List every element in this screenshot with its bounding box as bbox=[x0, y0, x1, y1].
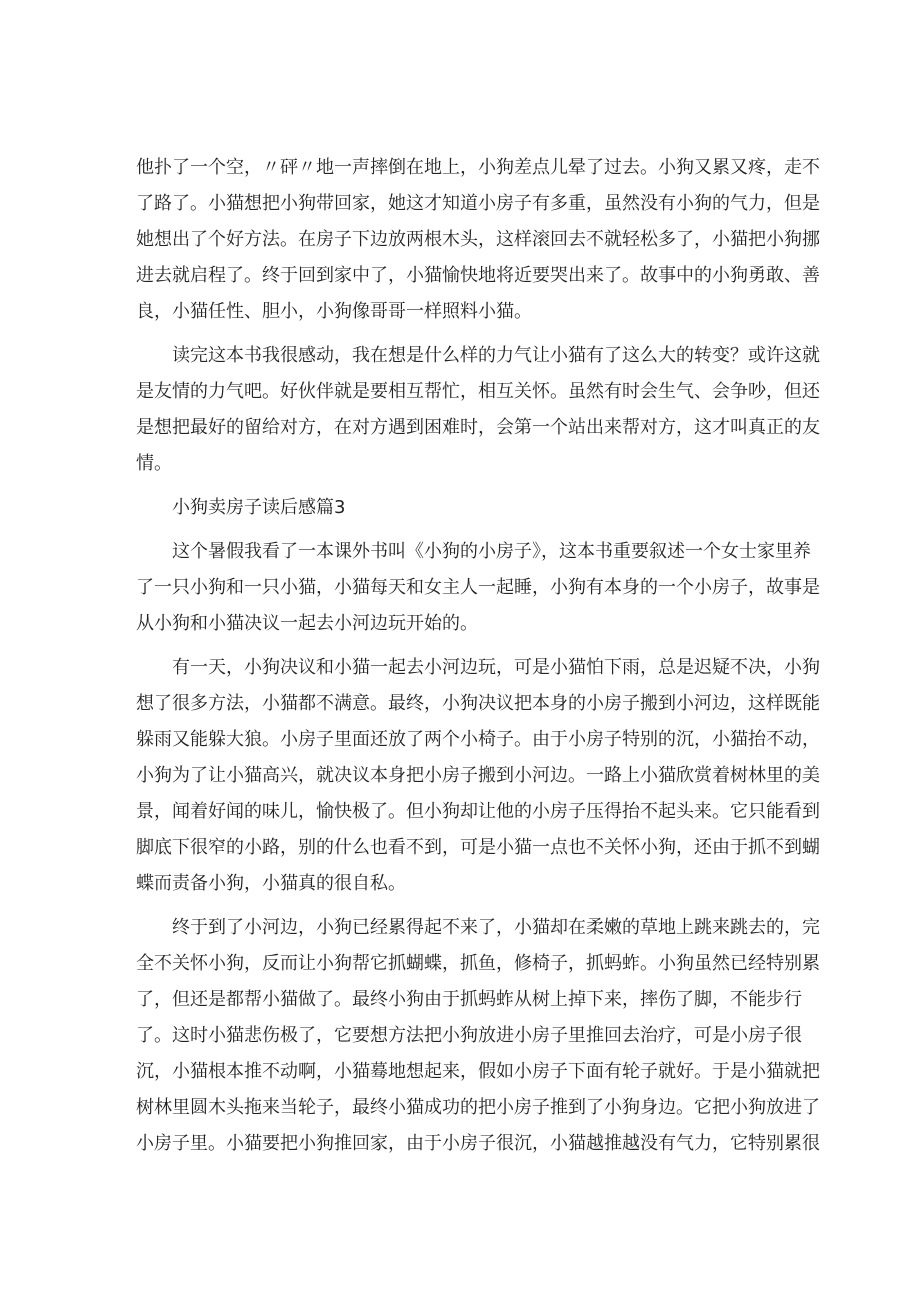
text-line: 沉，小猫根本推不动啊，小猫蓦地想起来，假如小房子下面有轮子就好。于是小猫就把 bbox=[136, 1061, 820, 1082]
text-line: 情。 bbox=[136, 453, 172, 474]
text-line: 是友情的力气吧。好伙伴就是要相互帮忙，相互关怀。虽然有时会生气、会争吵，但还 bbox=[136, 381, 820, 402]
text-line: 进去就启程了。终于回到家中了，小猫愉快地将近要哭出来了。故事中的小狗勇敢、善 bbox=[136, 265, 820, 286]
text-line: 全不关怀小狗，反而让小狗帮它抓蝴蝶，抓鱼，修椅子，抓蚂蚱。小狗虽然已经特别累 bbox=[136, 953, 820, 974]
text-line: 了。这时小猫悲伤极了，它要想方法把小狗放进小房子里推回去治疗，可是小房子很 bbox=[136, 1025, 802, 1046]
paragraph-5 bbox=[136, 910, 820, 1162]
text-line: 终于到了小河边，小狗已经累得起不来了，小猫却在柔嫩的草地上跳来跳去的，完 bbox=[136, 917, 820, 938]
text-line: 他扑了一个空，〃砰〃地一声摔倒在地上，小狗差点儿晕了过去。小狗又累又疼，走不 bbox=[136, 157, 820, 178]
text-line: 脚底下很窄的小路，别的什么也看不到，可是小猫一点也不关怀小狗，还由于抓不到蝴 bbox=[136, 837, 820, 858]
paragraph-1 bbox=[136, 150, 820, 330]
text-line: 读完这本书我很感动，我在想是什么样的力气让小猫有了这么大的转变？或许这就 bbox=[136, 345, 820, 366]
text-line: 这个暑假我看了一本课外书叫《小狗的小房子》，这本书重要叙述一个女士家里养 bbox=[136, 541, 811, 562]
text-line: 躲雨又能躲大狼。小房子里面还放了两个小椅子。由于小房子特别的沉，小猫抬不动， bbox=[136, 729, 820, 750]
paragraph-3 bbox=[136, 534, 820, 642]
text-line: 蝶而责备小狗，小猫真的很自私。 bbox=[136, 873, 406, 894]
text-line: 景，闻着好闻的味儿，愉快极了。但小狗却让他的小房子压得抬不起头来。它只能看到 bbox=[136, 801, 820, 822]
paragraph-4 bbox=[136, 650, 820, 902]
text-line: 良，小猫任性、胆小，小狗像哥哥一样照料小猫。 bbox=[136, 301, 532, 322]
text-line: 从小狗和小猫决议一起去小河边玩开始的。 bbox=[136, 613, 478, 634]
text-line: 了路了。小猫想把小狗带回家，她这才知道小房子有多重，虽然没有小狗的气力，但是 bbox=[136, 193, 820, 214]
text-line: 树林里圆木头拖来当轮子，最终小猫成功的把小房子推到了小狗身边。它把小狗放进了 bbox=[136, 1097, 820, 1118]
section-heading: 小狗卖房子读后感篇3 bbox=[172, 497, 346, 518]
paragraph-2 bbox=[136, 338, 820, 482]
text-line: 了一只小狗和一只小猫，小猫每天和女主人一起睡，小狗有本身的一个小房子，故事是 bbox=[136, 577, 820, 598]
text-line: 是想把最好的留给对方，在对方遇到困难时，会第一个站出来帮对方，这才叫真正的友 bbox=[136, 417, 820, 438]
text-line: 小房子里。小猫要把小狗推回家，由于小房子很沉，小猫越推越没有气力，它特别累很 bbox=[136, 1133, 820, 1154]
text-line: 想了很多方法，小猫都不满意。最终，小狗决议把本身的小房子搬到小河边，这样既能 bbox=[136, 693, 820, 714]
text-line: 小狗为了让小猫高兴，就决议本身把小房子搬到小河边。一路上小猫欣赏着树林里的美 bbox=[136, 765, 820, 786]
text-line: 了，但还是都帮小猫做了。最终小狗由于抓蚂蚱从树上掉下来，摔伤了脚，不能步行 bbox=[136, 989, 802, 1010]
text-line: 她想出了个好方法。在房子下边放两根木头，这样滚回去不就轻松多了，小猫把小狗挪 bbox=[136, 229, 820, 250]
article-body bbox=[136, 150, 820, 1170]
text-line: 有一天，小狗决议和小猫一起去小河边玩，可是小猫怕下雨，总是迟疑不决，小狗 bbox=[136, 657, 820, 678]
